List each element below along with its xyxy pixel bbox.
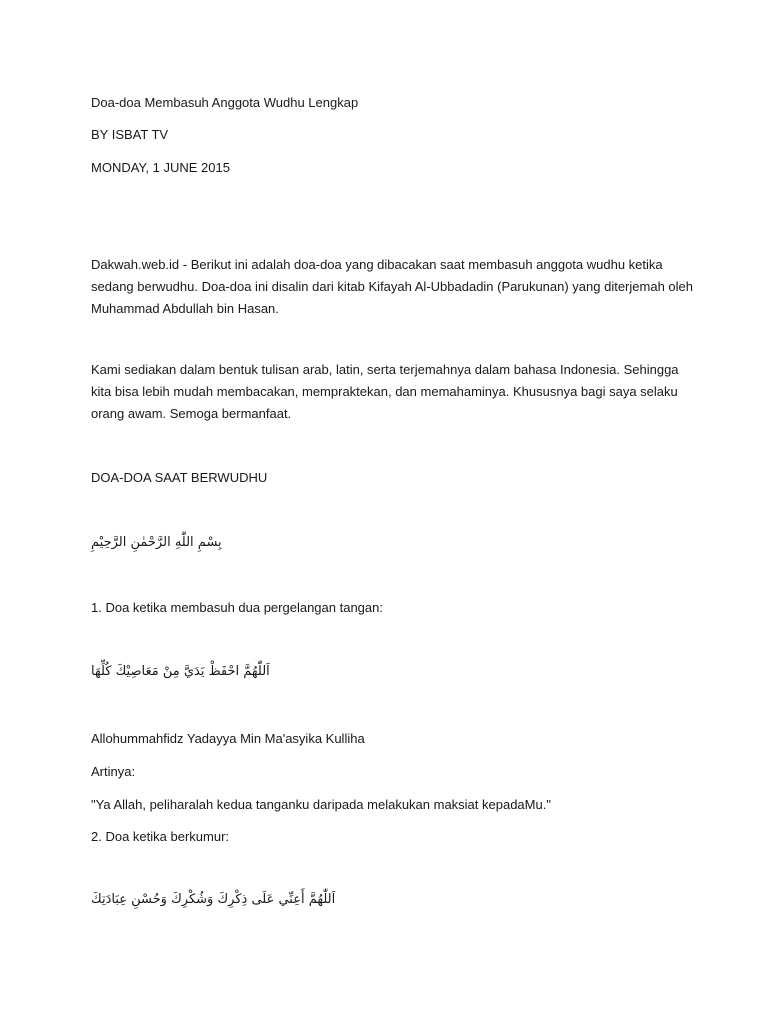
doa-2-heading: 2. Doa ketika berkumur: bbox=[91, 829, 230, 844]
section-heading: DOA-DOA SAAT BERWUDHU bbox=[91, 470, 268, 485]
intro-paragraph-2-line-3: orang awam. Semoga bermanfaat. bbox=[91, 406, 292, 421]
intro-paragraph-2-line-1: Kami sediakan dalam bentuk tulisan arab, latin, serta terjemahnya dalam bahasa Indonesia. Sehingga bbox=[91, 362, 679, 377]
document-title: Doa-doa Membasuh Anggota Wudhu Lengkap bbox=[91, 95, 359, 110]
doa-1-latin: Allohummahfidz Yadayya Min Ma'asyika Kulliha bbox=[91, 731, 365, 746]
doa-1-arabic: اَللّٰهُمَّ احْفَظْ يَدَيَّ مِنْ مَعَاصِيْكَ كُلِّهَا bbox=[91, 664, 270, 679]
doa-1-heading: 1. Doa ketika membasuh dua pergelangan tangan: bbox=[91, 600, 383, 615]
doa-2-arabic: اَللّٰهُمَّ أَعِنِّي عَلَى ذِكْرِكَ وَشُكْرِكَ وَحُسْنِ عِبَادَتِكَ bbox=[91, 892, 336, 907]
author-line: BY ISBAT TV bbox=[91, 127, 169, 142]
intro-paragraph-1-line-1: Dakwah.web.id - Berikut ini adalah doa-doa yang dibacakan saat membasuh anggota wudhu ketika bbox=[91, 257, 663, 272]
basmalah-arabic: بِسْمِ اللّٰهِ الرَّحْمٰنِ الرَّحِيْمِ bbox=[91, 535, 222, 550]
date-line: MONDAY, 1 JUNE 2015 bbox=[91, 160, 230, 175]
doa-1-meaning-label: Artinya: bbox=[91, 764, 136, 779]
doa-1-meaning: "Ya Allah, peliharalah kedua tanganku daripada melakukan maksiat kepadaMu." bbox=[91, 797, 551, 812]
intro-paragraph-1-line-3: Muhammad Abdullah bin Hasan. bbox=[91, 301, 279, 316]
intro-paragraph-2 bbox=[91, 359, 679, 425]
intro-paragraph-2-line-2: kita bisa lebih mudah membacakan, mempraktekan, dan memahaminya. Khususnya bagi saya selaku bbox=[91, 384, 678, 399]
intro-paragraph-1 bbox=[91, 254, 693, 320]
intro-paragraph-1-line-2: sedang berwudhu. Doa-doa ini disalin dari kitab Kifayah Al-Ubbadadin (Parukunan) yang diterjemah oleh bbox=[91, 279, 693, 294]
